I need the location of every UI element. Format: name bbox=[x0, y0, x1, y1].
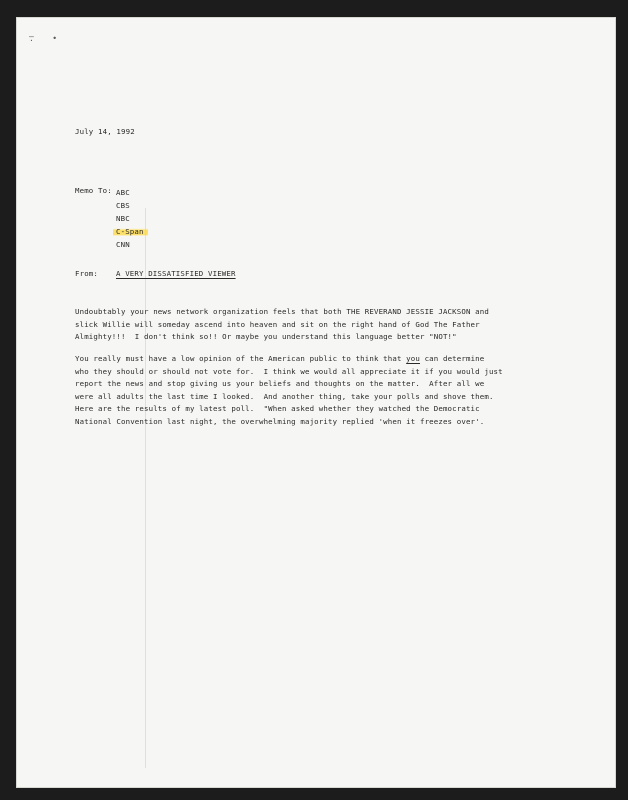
paragraph-2-line: Here are the results of my latest poll. "When asked whether they watched the Democratic bbox=[75, 404, 480, 414]
from-value: A VERY DISSATISFIED VIEWER bbox=[116, 269, 236, 278]
recipient-list bbox=[116, 186, 148, 251]
paragraph-2-line: report the news and stop giving us your beliefs and thoughts on the matter. After all we bbox=[75, 379, 485, 389]
recipient-cspan-highlighted: C-Span bbox=[113, 227, 148, 236]
recipient-abc: ABC bbox=[116, 188, 130, 197]
paragraph-2-line: were all adults the last time I looked. And another thing, take your polls and shove them. bbox=[75, 391, 494, 401]
paragraph-2-line-1 bbox=[75, 353, 605, 366]
paragraph-2 bbox=[75, 353, 605, 429]
paragraph-2-line: National Convention last night, the overwhelming majority replied 'when it freezes over'. bbox=[75, 416, 485, 426]
memo-to-label: Memo To: bbox=[75, 186, 112, 195]
paragraph-1 bbox=[75, 306, 605, 344]
line-text: can determine bbox=[419, 354, 485, 363]
recipient-cnn: CNN bbox=[116, 240, 130, 249]
from-label: From: bbox=[75, 269, 98, 278]
paragraph-1-line: slick Willie will someday ascend into heaven and sit on the right hand of God The Father bbox=[75, 319, 480, 329]
memo-date: July 14, 1992 bbox=[75, 127, 135, 136]
paper-fold-line bbox=[145, 208, 146, 768]
memo-page bbox=[16, 17, 616, 788]
paragraph-1-line: Undoubtably your news network organization feels that both THE REVERAND JESSIE JACKSON and bbox=[75, 307, 489, 316]
recipient-nbc: NBC bbox=[116, 214, 130, 223]
line-text: You really must have a low opinion of the American public to think that bbox=[75, 354, 407, 363]
recipient-cspan-row bbox=[116, 225, 148, 238]
underlined-word: you bbox=[406, 354, 420, 363]
recipient-cbs: CBS bbox=[116, 201, 130, 210]
corner-mark: — . • bbox=[29, 32, 59, 43]
paragraph-2-line: who they should or should not vote for. I think we would all appreciate it if you would just bbox=[75, 366, 503, 376]
paragraph-1-line: Almighty!!! I don't think so!! Or maybe you understand this language better "NOT!" bbox=[75, 332, 457, 342]
